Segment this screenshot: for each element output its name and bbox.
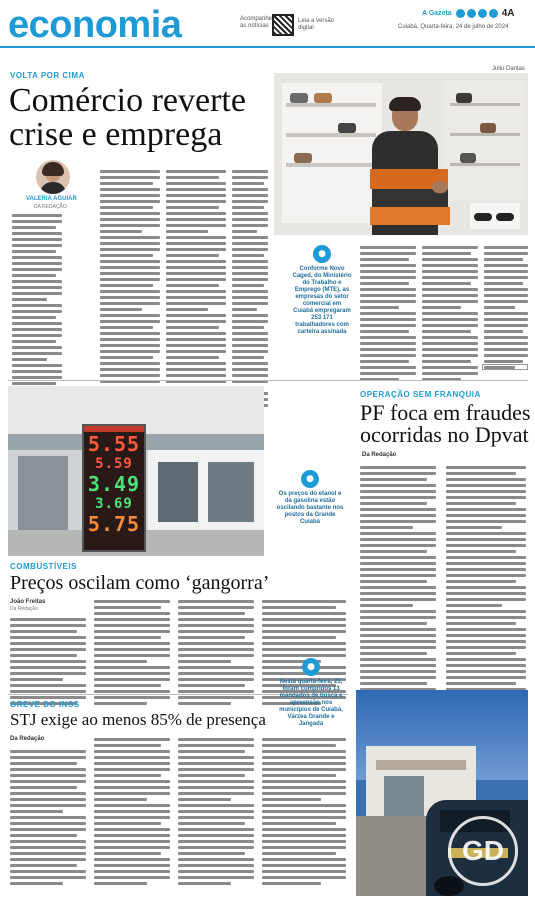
gas-station-photo <box>8 386 264 556</box>
header-rule <box>0 46 535 48</box>
story3-headline[interactable]: Preços oscilam como ‘gangorra’ <box>10 572 270 594</box>
facebook-icon[interactable] <box>456 9 465 18</box>
camera-icon: ● <box>302 658 320 676</box>
brand-logo: A Gazeta <box>422 10 452 17</box>
story2-caption: ● Os preços do etanol e da gasolina estão oscilando bastante nos postos da Grande Cuiabá <box>276 470 344 526</box>
story1-continued-box <box>482 364 528 370</box>
story4-byline: Da Redação <box>10 736 45 742</box>
story1-col6 <box>422 246 478 381</box>
instagram-icon[interactable] <box>478 9 487 18</box>
story1-col7 <box>484 246 528 369</box>
story3-col3 <box>178 600 254 705</box>
story3-kicker: COMBUSTÍVEIS <box>10 562 77 571</box>
story4-col3 <box>178 738 254 885</box>
shoe-store-photo <box>274 73 528 235</box>
story4-col2 <box>94 738 170 885</box>
story4-col4 <box>262 738 346 885</box>
story1-headline[interactable] <box>9 84 246 152</box>
story4-col1 <box>10 750 86 885</box>
price-3: 3.49 <box>87 472 141 496</box>
story1-photo-credit: Julio Dantas <box>492 66 526 72</box>
author-avatar <box>36 160 70 194</box>
story4-caption: ● Nesta quarta-feira, 23, foram cumpridos 13 mandados de busca e apreensão nos municípios de Cuiabá, Várzea Grande e Jangada <box>278 658 344 728</box>
story2-headline-line1: PF foca em fraudes <box>360 400 531 425</box>
story2-headline[interactable] <box>360 402 530 446</box>
story1-author-role: DA REDAÇÃO <box>34 204 67 210</box>
price-1: 5.55 <box>87 432 141 456</box>
story1-headline-line2: crise e emprega <box>9 116 223 153</box>
youtube-icon[interactable] <box>489 9 498 18</box>
camera-icon: ● <box>313 245 331 263</box>
linkedin-icon[interactable] <box>467 9 476 18</box>
page-number: 4A <box>501 8 515 19</box>
edition-date: Cuiabá, Quarta-feira, 24 de julho de 2024 <box>398 24 509 30</box>
story1-col1 <box>12 214 62 391</box>
price-4: 3.69 <box>95 496 133 512</box>
story3-col2 <box>94 600 170 705</box>
social-icons <box>456 9 498 18</box>
story1-headline-line1: Comércio reverte <box>9 82 246 119</box>
story1-kicker: VOLTA POR CIMA <box>10 71 85 80</box>
police-vehicle-photo <box>356 690 528 896</box>
story1-author: VALERIA AGUIAR <box>26 196 77 202</box>
price-5: 5.75 <box>87 512 141 536</box>
header-note-right: Leia a versão digital <box>298 18 335 31</box>
story3-col1 <box>10 618 86 705</box>
story1-col3 <box>166 170 226 413</box>
story1-col5 <box>360 246 416 381</box>
price-2: 5.59 <box>95 456 133 472</box>
section-title: economia <box>8 4 182 46</box>
story4-kicker: GREVE DO INSS <box>10 700 80 709</box>
story2-byline: Da Redação <box>362 452 397 458</box>
story2-headline-line2: ocorridas no Dpvat <box>360 422 529 447</box>
story1-col4 <box>232 170 268 413</box>
story1-caption: ● Conforme Novo Caged, do Ministério do Trabalho e Emprego (MTE), as empresas do setor comercial em Cuiabá empregaram 253 171 trabalhadores com carteira assinada <box>292 245 352 336</box>
qr-code-icon[interactable] <box>272 14 294 36</box>
story1-col2 <box>100 170 160 413</box>
story3-author: João Freitas <box>10 599 46 605</box>
story3-author-role: Da Redação <box>10 606 38 612</box>
fuel-price-board <box>82 424 146 552</box>
divider-1 <box>8 380 528 381</box>
header-note-left: Acompanhe as notícias <box>240 16 273 29</box>
story4-headline[interactable]: STJ exige ao menos 85% de presença <box>10 710 266 729</box>
camera-icon: ● <box>301 470 319 488</box>
watermark-logo: GD <box>448 816 518 886</box>
story2-kicker: OPERAÇÃO SEM FRANQUIA <box>360 390 481 399</box>
header-brand-row <box>422 8 515 19</box>
